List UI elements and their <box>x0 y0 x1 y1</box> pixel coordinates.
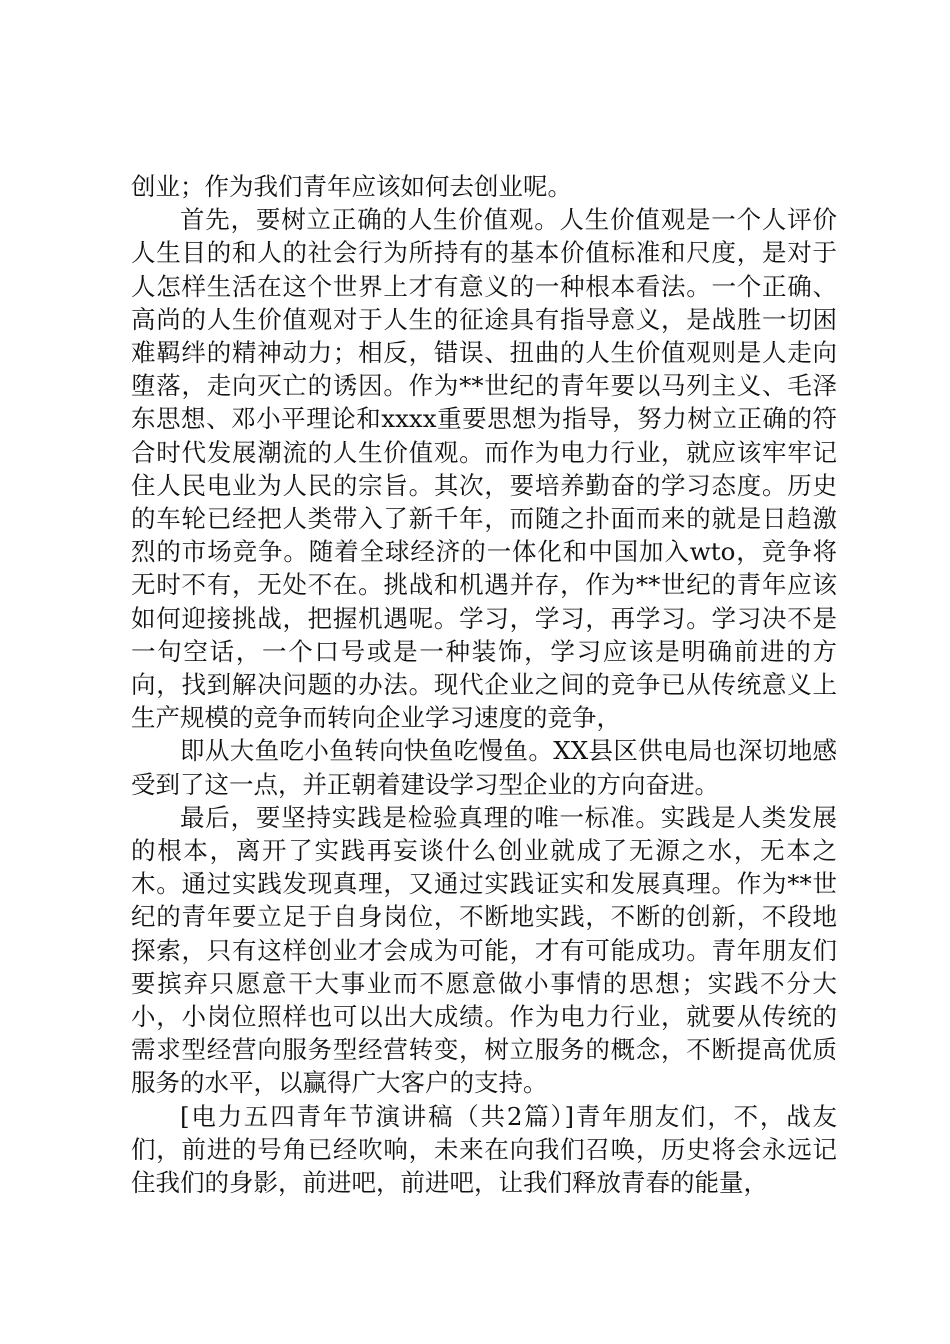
paragraph-closing: [电力五四青年节演讲稿（共2篇）]青年朋友们，不，战友们，前进的号角已经吹响，未来在向我们召唤，历史将会永远记住我们的身影，前进吧，前进吧，让我们释放青春的能量， <box>131 1101 837 1198</box>
paragraph-practice: 最后，要坚持实践是检验真理的唯一标准。实践是人类发展的根本，离开了实践再妄谈什么创业就成了无源之水，无本之木。通过实践发现真理，又通过实践证实和发展真理。作为**世纪的青年要立足于自身岗位，不断地实践，不断的创新，不段地探索，只有这样创业才会成为可能，才有可能成功。青年朋友们要摈弃只愿意干大事业而不愿意做小事情的思想；实践不分大小，小岗位照样也可以出大成绩。作为电力行业，就要从传统的需求型经营向服务型经营转变，树立服务的概念，不断提高优质服务的水平，以赢得广大客户的支持。 <box>131 802 837 1098</box>
document-body <box>131 170 837 1199</box>
paragraph-continuation: 创业；作为我们青年应该如何去创业呢。 <box>131 172 572 201</box>
paragraph-values: 首先，要树立正确的人生价值观。人生价值观是一个人评价人生目的和人的社会行为所持有的基本价值标准和尺度，是对于人怎样生活在这个世界上才有意义的一种根本看法。一个正确、高尚的人生价值观对于人生的征途具有指导意义，是战胜一切困难羁绊的精神动力；相反，错误、扭曲的人生价值观则是人走向堕落，走向灭亡的诱因。作为**世纪的青年要以马列主义、毛泽东思想、邓小平理论和xxxx重要思想为指导，努力树立正确的符合时代发展潮流的人生价值观。而作为电力行业，就应该牢牢记住人民电业为人民的宗旨。其次，要培养勤奋的学习态度。历史的车轮已经把人类带入了新千年，而随之扑面而来的就是日趋激烈的市场竞争。随着全球经济的一体化和中国加入wto，竞争将无时不有，无处不在。挑战和机遇并存，作为**世纪的青年应该如何迎接挑战，把握机遇呢。学习，学习，再学习。学习决不是一句空话，一个口号或是一种装饰，学习应该是明确前进的方向，找到解决问题的办法。现代企业之间的竞争已从传统意义上生产规模的竞争而转向企业学习速度的竞争， <box>131 205 837 733</box>
paragraph-fast-fish: 即从大鱼吃小鱼转向快鱼吃慢鱼。XX县区供电局也深切地感受到了这一点，并正朝着建设学习型企业的方向奋进。 <box>131 736 837 799</box>
